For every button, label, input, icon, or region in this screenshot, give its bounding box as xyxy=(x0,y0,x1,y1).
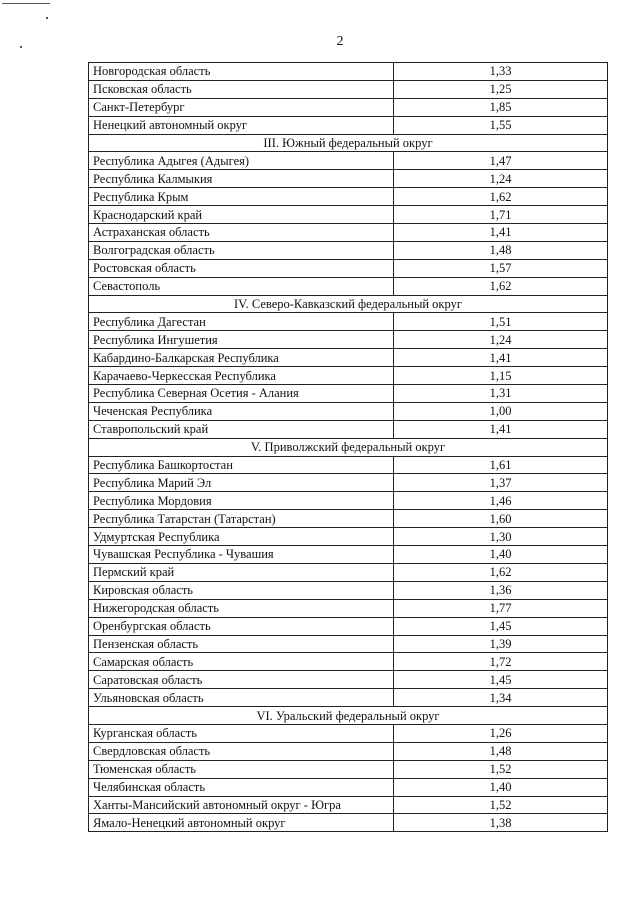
table-row xyxy=(89,617,608,635)
table-row xyxy=(89,742,608,760)
region-name: Республика Адыгея (Адыгея) xyxy=(89,152,394,170)
region-name: Пензенская область xyxy=(89,635,394,653)
region-name: Республика Северная Осетия - Алания xyxy=(89,385,394,403)
table-row xyxy=(89,259,608,277)
coefficient-value: 1,48 xyxy=(394,241,608,259)
region-name: Республика Калмыкия xyxy=(89,170,394,188)
region-name: Республика Марий Эл xyxy=(89,474,394,492)
region-name: Удмуртская Республика xyxy=(89,528,394,546)
table-row xyxy=(89,402,608,420)
region-name: Пермский край xyxy=(89,563,394,581)
coefficient-value: 1,38 xyxy=(394,814,608,832)
table-row xyxy=(89,492,608,510)
region-name: Чувашская Республика - Чувашия xyxy=(89,546,394,564)
coefficient-value: 1,55 xyxy=(394,116,608,134)
coefficient-value: 1,31 xyxy=(394,385,608,403)
coefficient-value: 1,85 xyxy=(394,98,608,116)
coefficient-value: 1,36 xyxy=(394,581,608,599)
district-header-row xyxy=(89,707,608,725)
table-row xyxy=(89,349,608,367)
region-name: Краснодарский край xyxy=(89,206,394,224)
region-name: Республика Башкортостан xyxy=(89,456,394,474)
coefficient-value: 1,71 xyxy=(394,206,608,224)
table-row xyxy=(89,224,608,242)
coefficient-value: 1,77 xyxy=(394,599,608,617)
region-name: Новгородская область xyxy=(89,63,394,81)
region-name: Кировская область xyxy=(89,581,394,599)
coefficient-value: 1,62 xyxy=(394,188,608,206)
region-name: Саратовская область xyxy=(89,671,394,689)
region-name: Курганская область xyxy=(89,724,394,742)
table-row xyxy=(89,241,608,259)
region-name: Кабардино-Балкарская Республика xyxy=(89,349,394,367)
table-row xyxy=(89,814,608,832)
table-row xyxy=(89,546,608,564)
region-name: Ненецкий автономный округ xyxy=(89,116,394,134)
table-row xyxy=(89,528,608,546)
region-name: Самарская область xyxy=(89,653,394,671)
table-row xyxy=(89,313,608,331)
table-row xyxy=(89,456,608,474)
table-row xyxy=(89,510,608,528)
coefficient-value: 1,37 xyxy=(394,474,608,492)
table-row xyxy=(89,206,608,224)
coefficient-value: 1,48 xyxy=(394,742,608,760)
coefficient-value: 1,30 xyxy=(394,528,608,546)
coefficient-value: 1,15 xyxy=(394,367,608,385)
district-header-row xyxy=(89,295,608,313)
region-name: Санкт-Петербург xyxy=(89,98,394,116)
region-name: Ростовская область xyxy=(89,259,394,277)
region-name: Ставропольский край xyxy=(89,420,394,438)
table-row xyxy=(89,671,608,689)
region-name: Республика Мордовия xyxy=(89,492,394,510)
table-row xyxy=(89,599,608,617)
coefficient-value: 1,61 xyxy=(394,456,608,474)
table-row xyxy=(89,760,608,778)
coefficient-value: 1,47 xyxy=(394,152,608,170)
coefficient-value: 1,25 xyxy=(394,80,608,98)
coefficient-value: 1,60 xyxy=(394,510,608,528)
coefficient-value: 1,45 xyxy=(394,617,608,635)
table-row xyxy=(89,170,608,188)
region-name: Свердловская область xyxy=(89,742,394,760)
table-row xyxy=(89,188,608,206)
table-row xyxy=(89,653,608,671)
region-name: Ульяновская область xyxy=(89,689,394,707)
coefficient-value: 1,57 xyxy=(394,259,608,277)
region-name: Республика Ингушетия xyxy=(89,331,394,349)
district-name: III. Южный федеральный округ xyxy=(89,134,608,152)
coefficient-value: 1,33 xyxy=(394,63,608,81)
table-row xyxy=(89,724,608,742)
table-row xyxy=(89,474,608,492)
coefficient-value: 1,72 xyxy=(394,653,608,671)
scan-artifact-dot xyxy=(46,17,48,19)
coefficient-value: 1,39 xyxy=(394,635,608,653)
scan-artifact-line xyxy=(2,3,50,4)
table-body xyxy=(89,63,608,832)
coefficient-value: 1,34 xyxy=(394,689,608,707)
table-row xyxy=(89,367,608,385)
region-name: Ямало-Ненецкий автономный округ xyxy=(89,814,394,832)
table-row xyxy=(89,420,608,438)
table-row xyxy=(89,152,608,170)
region-name: Волгоградская область xyxy=(89,241,394,259)
table-row xyxy=(89,277,608,295)
coefficient-value: 1,62 xyxy=(394,277,608,295)
district-header-row xyxy=(89,438,608,456)
region-name: Псковская область xyxy=(89,80,394,98)
region-name: Астраханская область xyxy=(89,224,394,242)
region-name: Оренбургская область xyxy=(89,617,394,635)
coefficient-value: 1,26 xyxy=(394,724,608,742)
table-row xyxy=(89,796,608,814)
coefficient-value: 1,24 xyxy=(394,331,608,349)
region-name: Челябинская область xyxy=(89,778,394,796)
table-row xyxy=(89,635,608,653)
district-name: V. Приволжский федеральный округ xyxy=(89,438,608,456)
region-name: Карачаево-Черкесская Республика xyxy=(89,367,394,385)
region-name: Республика Крым xyxy=(89,188,394,206)
table-row xyxy=(89,581,608,599)
region-name: Ханты-Мансийский автономный округ - Югра xyxy=(89,796,394,814)
coefficient-value: 1,40 xyxy=(394,778,608,796)
district-name: VI. Уральский федеральный округ xyxy=(89,707,608,725)
region-name: Севастополь xyxy=(89,277,394,295)
regions-coefficient-table xyxy=(88,62,608,832)
table-row xyxy=(89,331,608,349)
coefficient-value: 1,24 xyxy=(394,170,608,188)
coefficient-value: 1,41 xyxy=(394,349,608,367)
district-name: IV. Северо-Кавказский федеральный округ xyxy=(89,295,608,313)
table-row xyxy=(89,778,608,796)
region-name: Республика Татарстан (Татарстан) xyxy=(89,510,394,528)
coefficient-value: 1,52 xyxy=(394,760,608,778)
district-header-row xyxy=(89,134,608,152)
table-row xyxy=(89,80,608,98)
coefficient-value: 1,51 xyxy=(394,313,608,331)
table-row xyxy=(89,689,608,707)
region-name: Республика Дагестан xyxy=(89,313,394,331)
coefficient-value: 1,41 xyxy=(394,420,608,438)
table-row xyxy=(89,98,608,116)
table-row xyxy=(89,116,608,134)
region-name: Нижегородская область xyxy=(89,599,394,617)
region-name: Тюменская область xyxy=(89,760,394,778)
table-row xyxy=(89,563,608,581)
coefficient-value: 1,00 xyxy=(394,402,608,420)
region-name: Чеченская Республика xyxy=(89,402,394,420)
coefficient-value: 1,46 xyxy=(394,492,608,510)
coefficient-value: 1,40 xyxy=(394,546,608,564)
page-number: 2 xyxy=(336,34,344,49)
table-row xyxy=(89,385,608,403)
table-row xyxy=(89,63,608,81)
coefficient-value: 1,62 xyxy=(394,563,608,581)
coefficient-value: 1,41 xyxy=(394,224,608,242)
coefficient-value: 1,45 xyxy=(394,671,608,689)
coefficient-value: 1,52 xyxy=(394,796,608,814)
